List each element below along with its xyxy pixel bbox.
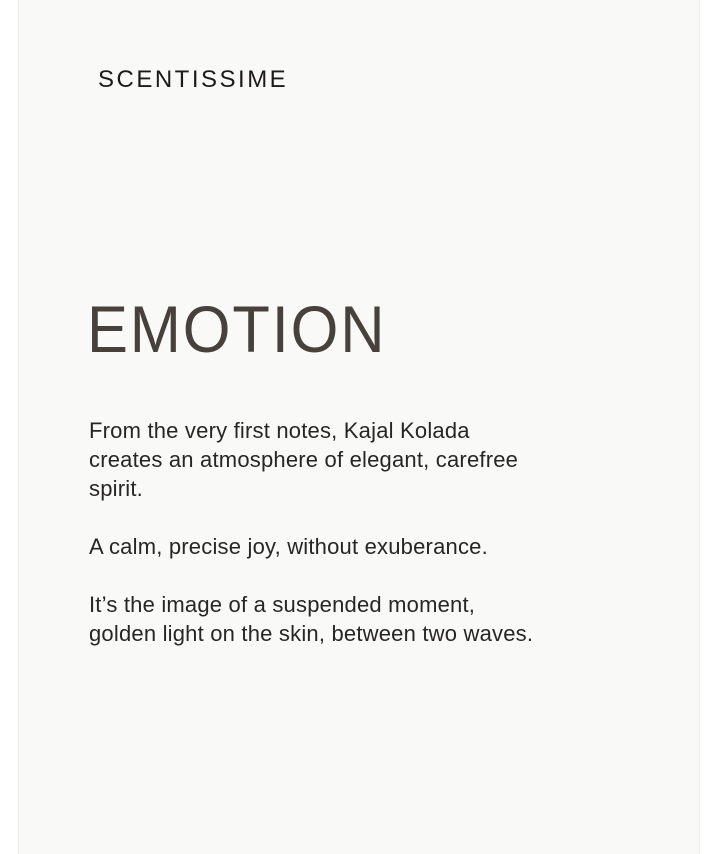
- text-line: creates an atmosphere of elegant, carefree: [89, 447, 519, 472]
- content-panel: [18, 0, 700, 854]
- text-line: spirit.: [89, 476, 143, 501]
- paragraph-image: [89, 590, 533, 648]
- paragraph-calm: [89, 532, 533, 561]
- section-body: [89, 416, 533, 677]
- text-line: A calm, precise joy, without exuberance.: [89, 534, 488, 559]
- text-line: From the very first notes, Kajal Kolada: [89, 418, 470, 443]
- paragraph-intro: [89, 416, 533, 503]
- brand-logo[interactable]: SCENTISSIME: [98, 66, 289, 93]
- text-line: golden light on the skin, between two waves.: [89, 621, 534, 646]
- section-heading: EMOTION: [87, 292, 387, 366]
- text-line: It’s the image of a suspended moment,: [89, 592, 476, 617]
